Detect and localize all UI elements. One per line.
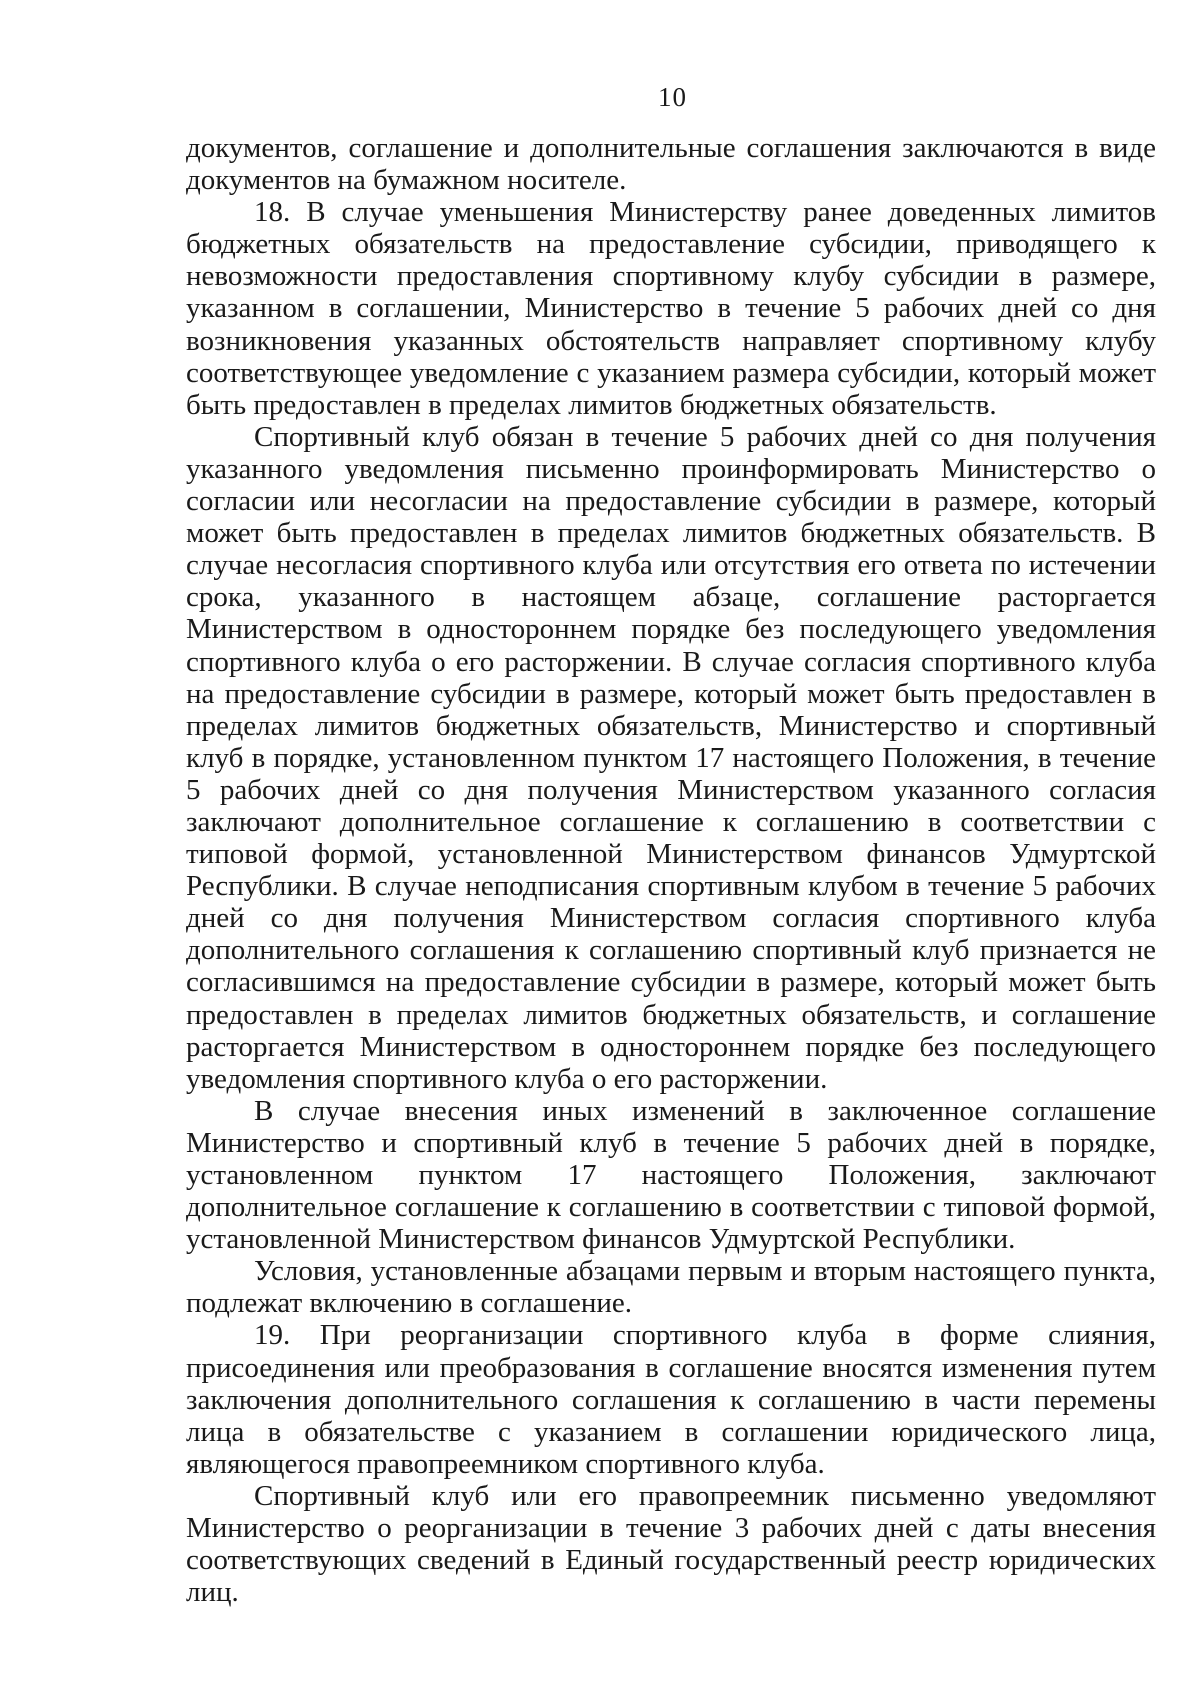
paragraph-conditions: Условия, установленные абзацами первым и вторым настоящего пункта, подлежат включению в соглашение. (186, 1255, 1156, 1320)
paragraph-clause-18: 18. В случае уменьшения Министерству ранее доведенных лимитов бюджетных обязательств на предоставление субсидии, приводящего к невозможности предоставления спортивному клубу субсидии в размере, указанном в соглашении, Министерство в течение 5 рабочих дней со дня возникновения указанных обстоятельств направляет спортивному клубу соответствующее уведомление с указанием размера субсидии, который может быть предоставлен в пределах лимитов бюджетных обязательств. (186, 196, 1156, 421)
document-body (186, 132, 1156, 1608)
page-number: 10 (658, 82, 687, 112)
paragraph-other-changes: В случае внесения иных изменений в заключенное соглашение Министерство и спортивный клуб в течение 5 рабочих дней в порядке, установленном пунктом 17 настоящего Положения, заключают дополнительное соглашение к соглашению в соответствии с типовой формой, установленной Министерством финансов Удмуртской Республики. (186, 1094, 1156, 1256)
paragraph-clause-19: 19. При реорганизации спортивного клуба в форме слияния, присоединения или преобразования в соглашение вносятся изменения путем заключения дополнительного соглашения к соглашению в части перемены лица в обязательстве с указанием в соглашении юридического лица, являющегося правопреемником спортивного клуба. (186, 1319, 1156, 1480)
paragraph-continuation: документов, соглашение и дополнительные соглашения заключаются в виде документов на бумажном носителе. (186, 132, 1156, 197)
paragraph-club-obligation: Спортивный клуб обязан в течение 5 рабочих дней со дня получения указанного уведомления письменно проинформировать Министерство о согласии или несогласии на предоставление субсидии в размере, который может быть предоставлен в пределах лимитов бюджетных обязательств. В случае несогласия спортивного клуба или отсутствия его ответа по истечении срока, указанного в настоящем абзаце, соглашение расторгается Министерством в одностороннем порядке без последующего уведомления спортивного клуба о его расторжении. В случае согласия спортивного клуба на предоставление субсидии в размере, который может быть предоставлен в пределах лимитов бюджетных обязательств, Министерство и спортивный клуб в порядке, установленном пунктом 17 настоящего Положения, в течение 5 рабочих дней со дня получения Министерством указанного согласия заключают дополнительное соглашение к соглашению в соответствии с типовой формой, установленной Министерством финансов Удмуртской Республики. В случае неподписания спортивным клубом в течение 5 рабочих дней со дня получения Министерством согласия спортивного клуба дополнительного соглашения к соглашению спортивный клуб признается не согласившимся на предоставление субсидии в размере, который может быть предоставлен в пределах лимитов бюджетных обязательств, и соглашение расторгается Министерством в одностороннем порядке без последующего уведомления спортивного клуба о его расторжении. (186, 420, 1156, 1095)
paragraph-reorganization-notice: Спортивный клуб или его правопреемник письменно уведомляют Министерство о реорганизации в течение 3 рабочих дней с даты внесения соответствующих сведений в Единый государственный реестр юридических лиц. (186, 1479, 1156, 1609)
